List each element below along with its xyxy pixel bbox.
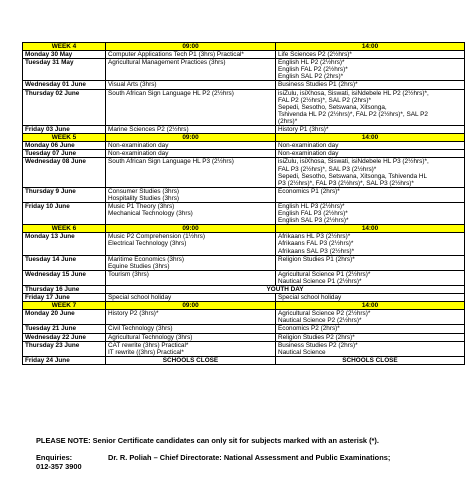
cell-line: Civil Technology (3hrs) (108, 325, 173, 333)
please-note-text: PLEASE NOTE: Senior Certificate candidates can only sit for subjects marked with an asterisk (*). (36, 436, 379, 445)
morning-exams-cell (106, 81, 276, 89)
cell-line: Equine Studies (3hrs) (108, 262, 170, 270)
cell-line: CAT rewrite (3hrs) Practical* (108, 341, 189, 349)
exam-day-row (23, 341, 465, 356)
cell-line: Economics P2 (2hrs)* (278, 325, 340, 333)
cell-line: Business Studies P2 (2hrs)* (278, 341, 358, 349)
exam-day-row (23, 310, 465, 325)
date-cell: Thursday 16 June (23, 286, 106, 294)
afternoon-exams-cell (276, 341, 465, 356)
afternoon-exams-cell (276, 126, 465, 134)
cell-line: Music P1 Theory (3hrs) (108, 202, 175, 210)
cell-line: English HL P2 (2½hrs)* (278, 59, 345, 67)
cell-line: FAL P2 (2½hrs)*, SAL P2 (2hrs)* (278, 96, 371, 104)
cell-line: Maritime Economics (3hrs) (108, 255, 184, 263)
afternoon-exams-cell (276, 150, 465, 158)
cell-line: Hospitality Studies (3hrs) (108, 194, 180, 202)
notes-section (36, 436, 466, 472)
enquiries-label: Enquiries: (36, 453, 73, 463)
date-cell: Thursday 9 June (23, 187, 106, 202)
exam-day-row (23, 333, 465, 341)
cell-line: Tourism (3hrs) (108, 270, 149, 278)
cell-line: South African Sign Language HL P3 (2½hrs) (108, 158, 234, 166)
exam-day-row (23, 255, 465, 270)
exam-day-row (23, 81, 465, 89)
cell-line: Marine Sciences P2 (2½hrs) (108, 126, 189, 134)
cell-line: Life Sciences P2 (2½hrs)* (278, 51, 352, 59)
date-cell: Monday 30 May (23, 51, 106, 59)
date-cell: Wednesday 22 June (23, 333, 106, 341)
morning-exams-cell (106, 325, 276, 333)
exam-day-row (23, 126, 465, 134)
cell-line: English HL P3 (2½hrs)* (278, 202, 345, 210)
exam-day-row (23, 294, 465, 302)
morning-exams-cell (106, 202, 276, 224)
cell-line: Sepedi, Sesotho, Setswana, Xitsonga, Tshivenda HL (278, 172, 428, 180)
afternoon-exams-cell (276, 333, 465, 341)
cell-line: SCHOOLS CLOSE (342, 356, 398, 364)
exam-day-row (23, 158, 465, 187)
afternoon-exams-cell (276, 325, 465, 333)
date-cell: Friday 24 June (23, 356, 106, 364)
cell-line: P3 (2½hrs)*, FAL P3 (2½hrs)*, SAL P3 (2½hrs)* (278, 179, 414, 187)
morning-exams-cell (106, 51, 276, 59)
exam-day-row (23, 150, 465, 158)
exam-day-row (23, 325, 465, 333)
afternoon-session-header: 14:00 (276, 302, 465, 310)
enquiries-contact: Dr. R. Poliah – Chief Directorate: National Assessment and Public Examinations; (108, 453, 391, 463)
cell-line: Special school holiday (108, 294, 172, 302)
week-label: WEEK 5 (23, 134, 106, 142)
afternoon-exams-cell (276, 59, 465, 81)
morning-exams-cell (106, 126, 276, 134)
week-header-row (23, 43, 465, 51)
cell-line: Nautical Science P1 (2½hrs)* (278, 277, 362, 285)
cell-line: Tshivenda HL P2 (2½hrs)*, FAL P2 (2½hrs)*, SAL P2 (278, 110, 428, 118)
exam-day-row (23, 270, 465, 285)
cell-line: History P1 (3hrs)* (278, 126, 329, 134)
date-cell: Thursday 23 June (23, 341, 106, 356)
morning-session-header: 09:00 (106, 43, 276, 51)
morning-exams-cell (106, 142, 276, 150)
morning-session-header: 09:00 (106, 302, 276, 310)
holiday-label: YOUTH DAY (106, 286, 465, 294)
afternoon-exams-cell (276, 255, 465, 270)
date-cell: Tuesday 07 June (23, 150, 106, 158)
exam-day-row (23, 356, 465, 364)
exam-day-row (23, 89, 465, 125)
morning-exams-cell (106, 341, 276, 356)
cell-line: IT rewrite ((3hrs) Practical* (108, 348, 184, 356)
morning-exams-cell (106, 89, 276, 125)
morning-session-header: 09:00 (106, 134, 276, 142)
cell-line: isiZulu, isiXhosa, Siswati, isiNdebele HL P2 (2½hrs)*, (278, 89, 429, 97)
cell-line: isiZulu, isiXhosa, Siswati, isiNdebele HL P3 (2½hrs)*, (278, 158, 429, 166)
cell-line: FAL P3 (2½hrs)*, SAL P3 (2½hrs)* (278, 165, 377, 173)
week-header-row (23, 134, 465, 142)
afternoon-exams-cell (276, 270, 465, 285)
date-cell: Wednesday 15 June (23, 270, 106, 285)
cell-line: Non-examination day (278, 150, 339, 158)
cell-line: (2hrs)* (278, 117, 298, 125)
cell-line: Afrikaans HL P3 (2½hrs)* (278, 233, 351, 241)
date-cell: Friday 10 June (23, 202, 106, 224)
cell-line: Sepedi, Sesotho, Setswana, Xitsonga, (278, 103, 387, 111)
afternoon-session-header: 14:00 (276, 225, 465, 233)
date-cell: Wednesday 01 June (23, 81, 106, 89)
cell-line: Agricultural Science P2 (2½hrs)* (278, 310, 371, 318)
cell-line: Consumer Studies (3hrs) (108, 187, 180, 195)
afternoon-exams-cell (276, 294, 465, 302)
afternoon-exams-cell (276, 310, 465, 325)
afternoon-exams-cell (276, 81, 465, 89)
date-cell: Thursday 02 June (23, 89, 106, 125)
exam-day-row (23, 59, 465, 81)
week-label: WEEK 6 (23, 225, 106, 233)
afternoon-exams-cell (276, 187, 465, 202)
exam-day-row (23, 202, 465, 224)
date-cell: Monday 20 June (23, 310, 106, 325)
cell-line: Special school holiday (278, 294, 342, 302)
morning-exams-cell (106, 356, 276, 364)
cell-line: History P2 (3hrs)* (108, 310, 159, 318)
cell-line: Non-examination day (108, 142, 169, 150)
cell-line: SCHOOLS CLOSE (162, 356, 219, 364)
morning-exams-cell (106, 150, 276, 158)
cell-line: Nautical Science P2 (2½hrs)* (278, 317, 362, 325)
cell-line: English SAL P2 (2hrs)* (278, 73, 344, 81)
cell-line: Music P2 Comprehension (1½hrs) (108, 233, 205, 241)
enquiries-phone: 012-357 3900 (36, 462, 82, 472)
exam-timetable (22, 42, 465, 365)
week-label: WEEK 7 (23, 302, 106, 310)
afternoon-exams-cell (276, 202, 465, 224)
afternoon-session-header: 14:00 (276, 134, 465, 142)
afternoon-session-header: 14:00 (276, 43, 465, 51)
morning-exams-cell (106, 59, 276, 81)
morning-session-header: 09:00 (106, 225, 276, 233)
morning-exams-cell (106, 294, 276, 302)
morning-exams-cell (106, 333, 276, 341)
cell-line: Religion Studies P2 (2hrs)* (278, 333, 355, 341)
morning-exams-cell (106, 158, 276, 187)
cell-line: Agricultural Management Practices (3hrs) (108, 59, 226, 67)
morning-exams-cell (106, 310, 276, 325)
afternoon-exams-cell (276, 233, 465, 255)
cell-line: Agricultural Science P1 (2½hrs)* (278, 270, 371, 278)
date-cell: Monday 13 June (23, 233, 106, 255)
cell-line: Visual Arts (3hrs) (108, 81, 157, 89)
cell-line: English FAL P2 (2½hrs)* (278, 66, 348, 74)
exam-day-row (23, 233, 465, 255)
afternoon-exams-cell (276, 89, 465, 125)
week-header-row (23, 302, 465, 310)
date-cell: Monday 06 June (23, 142, 106, 150)
cell-line: South African Sign Language HL P2 (2½hrs) (108, 89, 234, 97)
afternoon-exams-cell (276, 356, 465, 364)
week-header-row (23, 225, 465, 233)
morning-exams-cell (106, 270, 276, 285)
exam-day-row (23, 51, 465, 59)
cell-line: Afrikaans SAL P3 (2½hrs)* (278, 247, 355, 255)
cell-line: English FAL P3 (2½hrs)* (278, 210, 348, 218)
date-cell: Friday 17 June (23, 294, 106, 302)
cell-line: Economics P1 (2hrs)* (278, 187, 340, 195)
morning-exams-cell (106, 255, 276, 270)
morning-exams-cell (106, 233, 276, 255)
cell-line: Non-examination day (278, 142, 339, 150)
cell-line: Non-examination day (108, 150, 169, 158)
date-cell: Tuesday 21 June (23, 325, 106, 333)
cell-line: Afrikaans FAL P3 (2½hrs)* (278, 240, 354, 248)
date-cell: Friday 03 June (23, 126, 106, 134)
afternoon-exams-cell (276, 51, 465, 59)
afternoon-exams-cell (276, 142, 465, 150)
morning-exams-cell (106, 187, 276, 202)
cell-line: English SAL P3 (2½hrs)* (278, 217, 349, 225)
cell-line: Electrical Technology (3hrs) (108, 240, 187, 248)
cell-line: Agricultural Technology (3hrs) (108, 333, 193, 341)
exam-day-row (23, 142, 465, 150)
cell-line: Mechanical Technology (3hrs) (108, 210, 193, 218)
date-cell: Wednesday 08 June (23, 158, 106, 187)
exam-day-row (23, 187, 465, 202)
afternoon-exams-cell (276, 158, 465, 187)
cell-line: Business Studies P1 (2hrs)* (278, 81, 358, 89)
holiday-row (23, 286, 465, 294)
cell-line: Nautical Science (278, 348, 326, 356)
week-label: WEEK 4 (23, 43, 106, 51)
cell-line: Religion Studies P1 (2hrs)* (278, 255, 355, 263)
date-cell: Tuesday 14 June (23, 255, 106, 270)
cell-line: Computer Applications Tech P1 (3hrs) Practical* (108, 51, 244, 59)
date-cell: Tuesday 31 May (23, 59, 106, 81)
